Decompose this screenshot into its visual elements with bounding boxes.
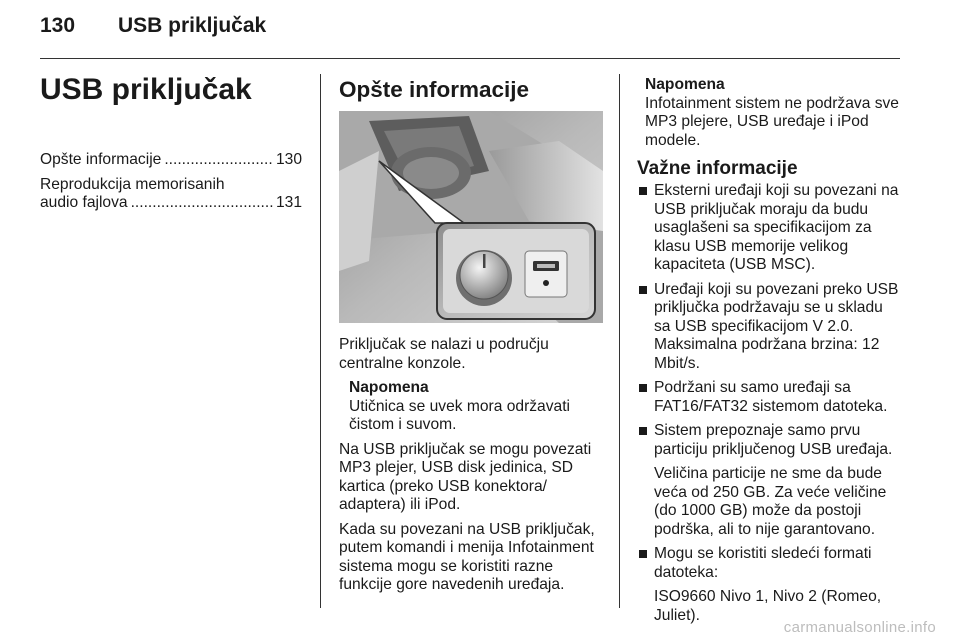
paragraph: Kada su povezani na USB priključak, putem komandi i menija Infotainment sistema mogu se koristiti razne funkcije gore navedenih uređaja. <box>339 520 595 593</box>
list-item <box>637 422 902 539</box>
note-title: Napomena <box>349 379 429 396</box>
note-block <box>645 76 902 150</box>
column-divider-2 <box>619 74 620 608</box>
toc-entry-label: audio fajlova <box>40 194 128 211</box>
table-of-contents <box>40 151 302 219</box>
list-item-text: Eksterni uređaji koji su povezani na USB priključak moraju da budu usaglašeni sa specifikacijom za klasu USB memorije velikog kapaciteta (USB MSC). <box>654 182 899 273</box>
list-item <box>637 545 902 625</box>
column-2-body <box>339 336 603 601</box>
toc-entry-label-line1: Reprodukcija memorisanih <box>40 175 225 193</box>
note-text: Infotainment sistem ne podržava sve MP3 plejere, USB uređaje i iPod modele. <box>645 94 899 149</box>
list-item-subtext: ISO9660 Nivo 1, Nivo 2 (Romeo, Juliet). <box>654 588 882 624</box>
note-text: Utičnica se uvek mora održavati čistom i suvom. <box>349 397 571 433</box>
chapter-heading: USB priključak <box>40 73 252 106</box>
bullet-list <box>637 182 902 625</box>
list-item-text: Podržani su samo uređaji sa FAT16/FAT32 sistemom datoteka. <box>654 379 888 415</box>
list-item <box>637 281 902 374</box>
toc-entry-label: Opšte informacije <box>40 151 162 168</box>
column-3-body <box>637 76 902 631</box>
paragraph: Priključak se nalazi u području centralne konzole. <box>339 336 549 372</box>
list-item-text: Sistem prepoznaje samo prvu particiju priključenog USB uređaja. <box>654 422 893 458</box>
toc-entry-page: 131 <box>275 194 302 211</box>
list-item <box>637 182 902 275</box>
list-item-text: Uređaji koji su povezani preko USB priključka podržavaju se u skladu sa USB specifikacijom V 2.0. Maksimalna podržana brzina: 12 Mbit/s. <box>654 280 899 372</box>
running-title: USB priključak <box>118 14 267 37</box>
toc-entry[interactable] <box>40 176 302 213</box>
paragraph: Na USB priključak se mogu povezati MP3 plejer, USB disk jedinica, SD kartica (preko USB konektora/ adaptera) ili iPod. <box>339 440 592 513</box>
toc-entry[interactable] <box>40 151 302 170</box>
list-item-subtext: Veličina particije ne sme da bude veća od 250 GB. Za veće veličine (do 1000 GB) može da postoji podrška, ali to nije garantovano. <box>654 465 887 538</box>
note-title: Napomena <box>645 76 725 93</box>
page-number: 130 <box>40 14 76 37</box>
column-divider-1 <box>320 74 321 608</box>
section-heading: Opšte informacije <box>339 77 530 102</box>
note-block <box>349 379 603 435</box>
list-item-text: Mogu se koristiti sledeći formati datoteka: <box>654 545 872 581</box>
toc-dot-leader <box>131 194 273 213</box>
list-item <box>637 379 902 416</box>
header-rule <box>40 58 900 59</box>
subsection-heading: Važne informacije <box>637 158 798 179</box>
toc-dot-leader <box>164 151 273 170</box>
watermark: carmanualsonline.info <box>783 619 936 636</box>
usb-port-illustration <box>339 111 603 323</box>
toc-entry-page: 130 <box>275 151 302 168</box>
